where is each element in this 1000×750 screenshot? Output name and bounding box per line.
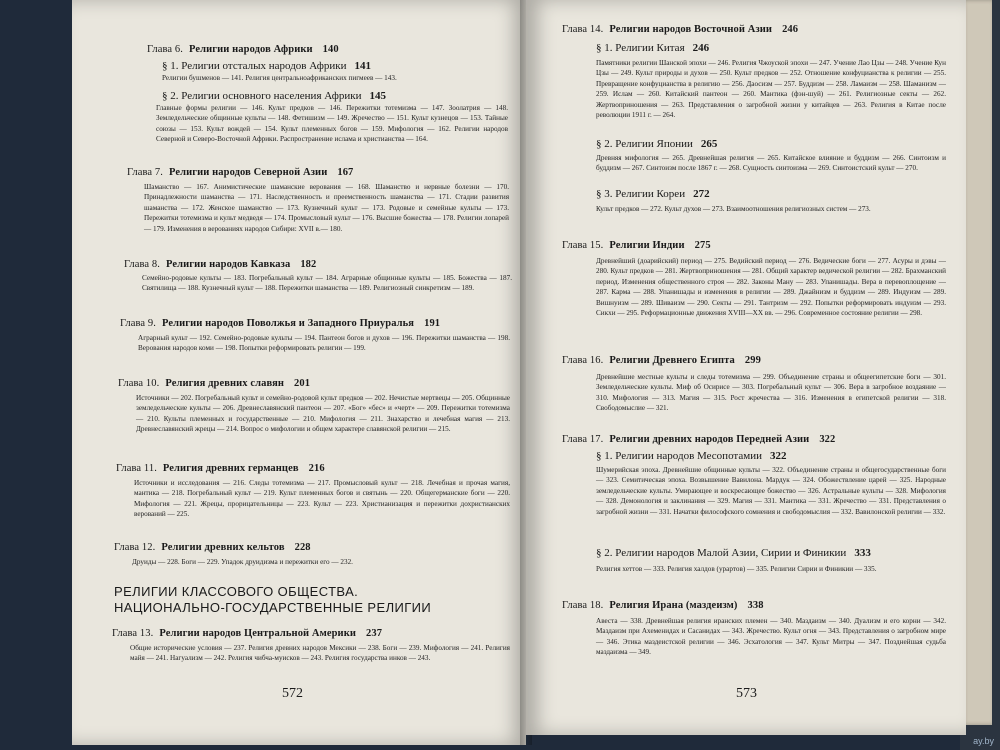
chapter-18-heading: Глава 18. Религия Ирана (маздеизм) 338 xyxy=(562,600,764,611)
chapter-9-heading: Глава 9. Религии народов Поволжья и Западного Приуралья 191 xyxy=(120,318,441,329)
section-title-line-2: НАЦИОНАЛЬНО-ГОСУДАРСТВЕННЫЕ РЕЛИГИИ xyxy=(114,600,432,615)
chapter-6-section-2: § 2. Религии основного населения Африки 145 xyxy=(162,90,387,102)
section-title-line-1: РЕЛИГИИ КЛАССОВОГО ОБЩЕСТВА. xyxy=(114,584,359,599)
chapter-16-body: Древнейшие местные культы и следы тотемизма — 299. Объединение страны и общеегипетские боги — 301. Земледельческие культы. Миф об Осирисе — 303. Погребальный культ — 306. Вера в загробное воздаяние — 310. Мифология — 313. Магия — 315. Рост жречества — 316. Изменения в египетской религии — 318. Свободомыслие — 321. xyxy=(596,373,946,413)
chapter-14-section-3-body: Культ предков — 272. Культ духов — 273. Взаимоотношения религиозных систем — 273. xyxy=(596,205,871,213)
chapter-6-heading: Глава 6. Религии народов Африки 140 xyxy=(147,44,339,55)
watermark: ay.by xyxy=(973,736,994,746)
chapter-17-section-2: § 2. Религии народов Малой Азии, Сирии и Финикии 333 xyxy=(596,547,871,559)
chapter-13-body: Общие исторические условия — 237. Религия древних народов Мексики — 238. Боги — 239. Мифология — 241. Религия майя — 241. Нагуализм — 242. Религия чибча-муисков — 243. Религия государства инков — 243. xyxy=(130,644,510,663)
chapter-7-body: Шаманство — 167. Анимистические шаманские верования — 168. Шаманство и нервные болезни — 170. Принадлежности шаманства — 171. Наследственность и преемственность шаманства — 171. Стадии развития шаманства — 172. Женское шаманство — 173. Кузнечный культ — 173. Родовые и семейные культы — 173. Пережитки тотемизма и культ медведя — 174. Промысловый культ — 176. Высшие божества — 178. Религии лопарей — 179. Изменения в верованиях народов Сибири: XVII в.— 180. xyxy=(144,183,509,233)
chapter-6-section-2-body: Главные формы религии — 146. Культ предков — 146. Пережитки тотемизма — 147. Зоолатрия — 148. Земледельческие общинные культы — 148. Фетишизм — 149. Жречество — 151. Культ кузнецов — 153. Тайные союзы — 153. Культ вождей — 154. Культ племенных богов — 159. Мифология — 162. Религии народов Северной и Северо-Восточной Африки. Распространение ислама и христианства — 164. xyxy=(156,104,508,144)
chapter-14-section-1-body: Памятники религии Шанской эпохи — 246. Религия Чжоуской эпохи — 247. Учение Лао Цзы — 248. Учение Кун Цзы — 249. Культ природы и духов — 250. Культ предков — 252. Отношение конфуцианства к религии — 255. Превращение конфуцианства в религию — 256. Даосизм — 257. Буддизм — 258. Ламаизм — 258. Шаманизм — 259. Ислам — 260. Китайский пантеон — 260. Мантика (фэн-шуй) — 261. Религиозные секты — 262. Жертвоприношения — 263. Представления о загробной жизни у китайцев — 263. Религия в Китае после революции 1911 г. — 264. xyxy=(596,59,946,120)
chapter-11-heading: Глава 11. Религия древних германцев 216 xyxy=(116,463,325,474)
right-page xyxy=(526,0,966,735)
chapter-12-heading: Глава 12. Религии древних кельтов 228 xyxy=(114,542,311,553)
chapter-17-section-1-body: Шумерийская эпоха. Древнейшие общинные культы — 322. Объединение страны и общегосударственные боги — 323. Семитическая эпоха. Возвышение Вавилона. Мардук — 324. Обожествление царей — 325. Народные земледельческие культы. Умирающее и воскресающее божество — 326. Астральные культы — 328. Мифология — 328. Демонология и заклинания — 329. Магия — 331. Мантика — 331. Жречество — 331. Представления о загробной жизни — 331. Начатки философского сомнения и свободомыслия — 332. Вавилонской религии — 332. xyxy=(596,466,946,516)
chapter-7-heading: Глава 7. Религии народов Северной Азии 167 xyxy=(127,167,354,178)
chapter-14-heading: Глава 14. Религии народов Восточной Азии 246 xyxy=(562,24,799,35)
page-number-left: 572 xyxy=(282,686,303,701)
chapter-17-section-2-body: Религия хеттов — 333. Религия халдов (урартов) — 335. Религии Сирии и Финикии — 335. xyxy=(596,565,877,573)
chapter-15-body: Древнейший (доарийский) период — 275. Ведийский период — 276. Ведические боги — 277. Асуры и дэвы — 280. Культ предков — 281. Жертвоприношения — 281. Общий характер ведической религии — 282. Брахманский период. Изменения общественного строя — 282. Законы Ману — 283. Упанишады. Вера в перевоплощение — 287. Карма — 288. Упанишады и изменения в религии — 289. Джайнизм и буддизм — 289. Индуизм — 289. Вишнуизм — 289. Шиваизм — 290. Секты — 291. Тантризм — 292. Попытки реформировать индуизм — 293. Сикхи — 295. Реформационные движения XVIII—XX вв. — 296. Современное состояние религии — 298. xyxy=(596,257,946,318)
book-cover-edge xyxy=(962,0,992,725)
chapter-11-body: Источники и исследования — 216. Следы тотемизма — 217. Промысловый культ — 218. Лечебная и прочая магия, мантика — 218. Погребальный культ — 219. Культ племенных богов и святынь — 220. Общегерманские боги — 220. Мифология — 221. Жрецы, прорицательницы — 223. Культ — 223. Христианизация и пережитки дохристианских верований — 225. xyxy=(134,479,510,519)
chapter-17-heading: Глава 17. Религии древних народов Передней Азии 322 xyxy=(562,434,836,445)
chapter-14-section-2: § 2. Религии Японии 265 xyxy=(596,138,718,150)
chapter-8-heading: Глава 8. Религии народов Кавказа 182 xyxy=(124,259,317,270)
page-number-right: 573 xyxy=(736,686,757,701)
chapter-12-body: Друиды — 228. Боги — 229. Упадок друидизма и пережитки его — 232. xyxy=(132,558,353,566)
chapter-13-heading: Глава 13. Религии народов Центральной Америки 237 xyxy=(112,628,383,639)
chapter-6-section-1: § 1. Религии отсталых народов Африки 141 xyxy=(162,60,372,72)
chapter-16-heading: Глава 16. Религии Древнего Египта 299 xyxy=(562,355,761,366)
chapter-15-heading: Глава 15. Религии Индии 275 xyxy=(562,240,711,251)
chapter-9-body: Аграрный культ — 192. Семейно-родовые культы — 194. Пантеон богов и духов — 196. Пережитки шаманства — 198. Верования народов коми — 198. Попытки реформировать религии — 199. xyxy=(138,334,510,353)
chapter-8-body: Семейно-родовые культы — 183. Погребальный культ — 184. Аграрные общинные культы — 185. Божества — 187. Святилища — 188. Кузнечный культ — 188. Пережитки шаманства — 189. Религиозный синкретизм — 189. xyxy=(142,274,512,293)
chapter-10-heading: Глава 10. Религия древних славян 201 xyxy=(118,378,311,389)
chapter-6-section-1-body: Религии бушменов — 141. Религия центральноафриканских пигмеев — 143. xyxy=(162,74,397,82)
chapter-14-section-2-body: Древняя мифология — 265. Древнейшая религия — 265. Китайское влияние и буддизм — 266. Синтоизм и буддизм — 267. Синтоизм после 1867 г. — 268. Сущность синтоизма — 269. Синтоистский культ — 270. xyxy=(596,154,946,173)
chapter-10-body: Источники — 202. Погребальный культ и семейно-родовой культ предков — 202. Нечистые мертвецы — 205. Общинные земледельческие культы — 206. Древнеславянский пантеон — 207. «Бог» «бес» и «черт» — 209. Пережитки тотемизма — 210. Культы племенных и государственные — 210. Мифология — 211. Знахарство и лечебная магия — 213. Древнеславянский жрецы — 214. Вопрос о мифологии и общем характере славянской религии — 215. xyxy=(136,394,510,434)
chapter-18-body: Авеста — 338. Древнейшая религия иранских племен — 340. Маздаизм — 340. Дуализм и его корни — 342. Маздаизм при Ахеменидах и Сасанидах — 343. Жречество. Культ огня — 343. Представления о загробном мире — 346. Этика маздеистской религии — 346. Эсхатология — 347. Культ Митры — 347. Позднейшая судьба маздаизма — 349. xyxy=(596,617,946,657)
chapter-14-section-3: § 3. Религии Кореи 272 xyxy=(596,188,710,200)
left-page xyxy=(72,0,526,745)
chapter-17-section-1: § 1. Религии народов Месопотамии 322 xyxy=(596,450,787,462)
chapter-14-section-1: § 1. Религии Китая 246 xyxy=(596,42,710,54)
